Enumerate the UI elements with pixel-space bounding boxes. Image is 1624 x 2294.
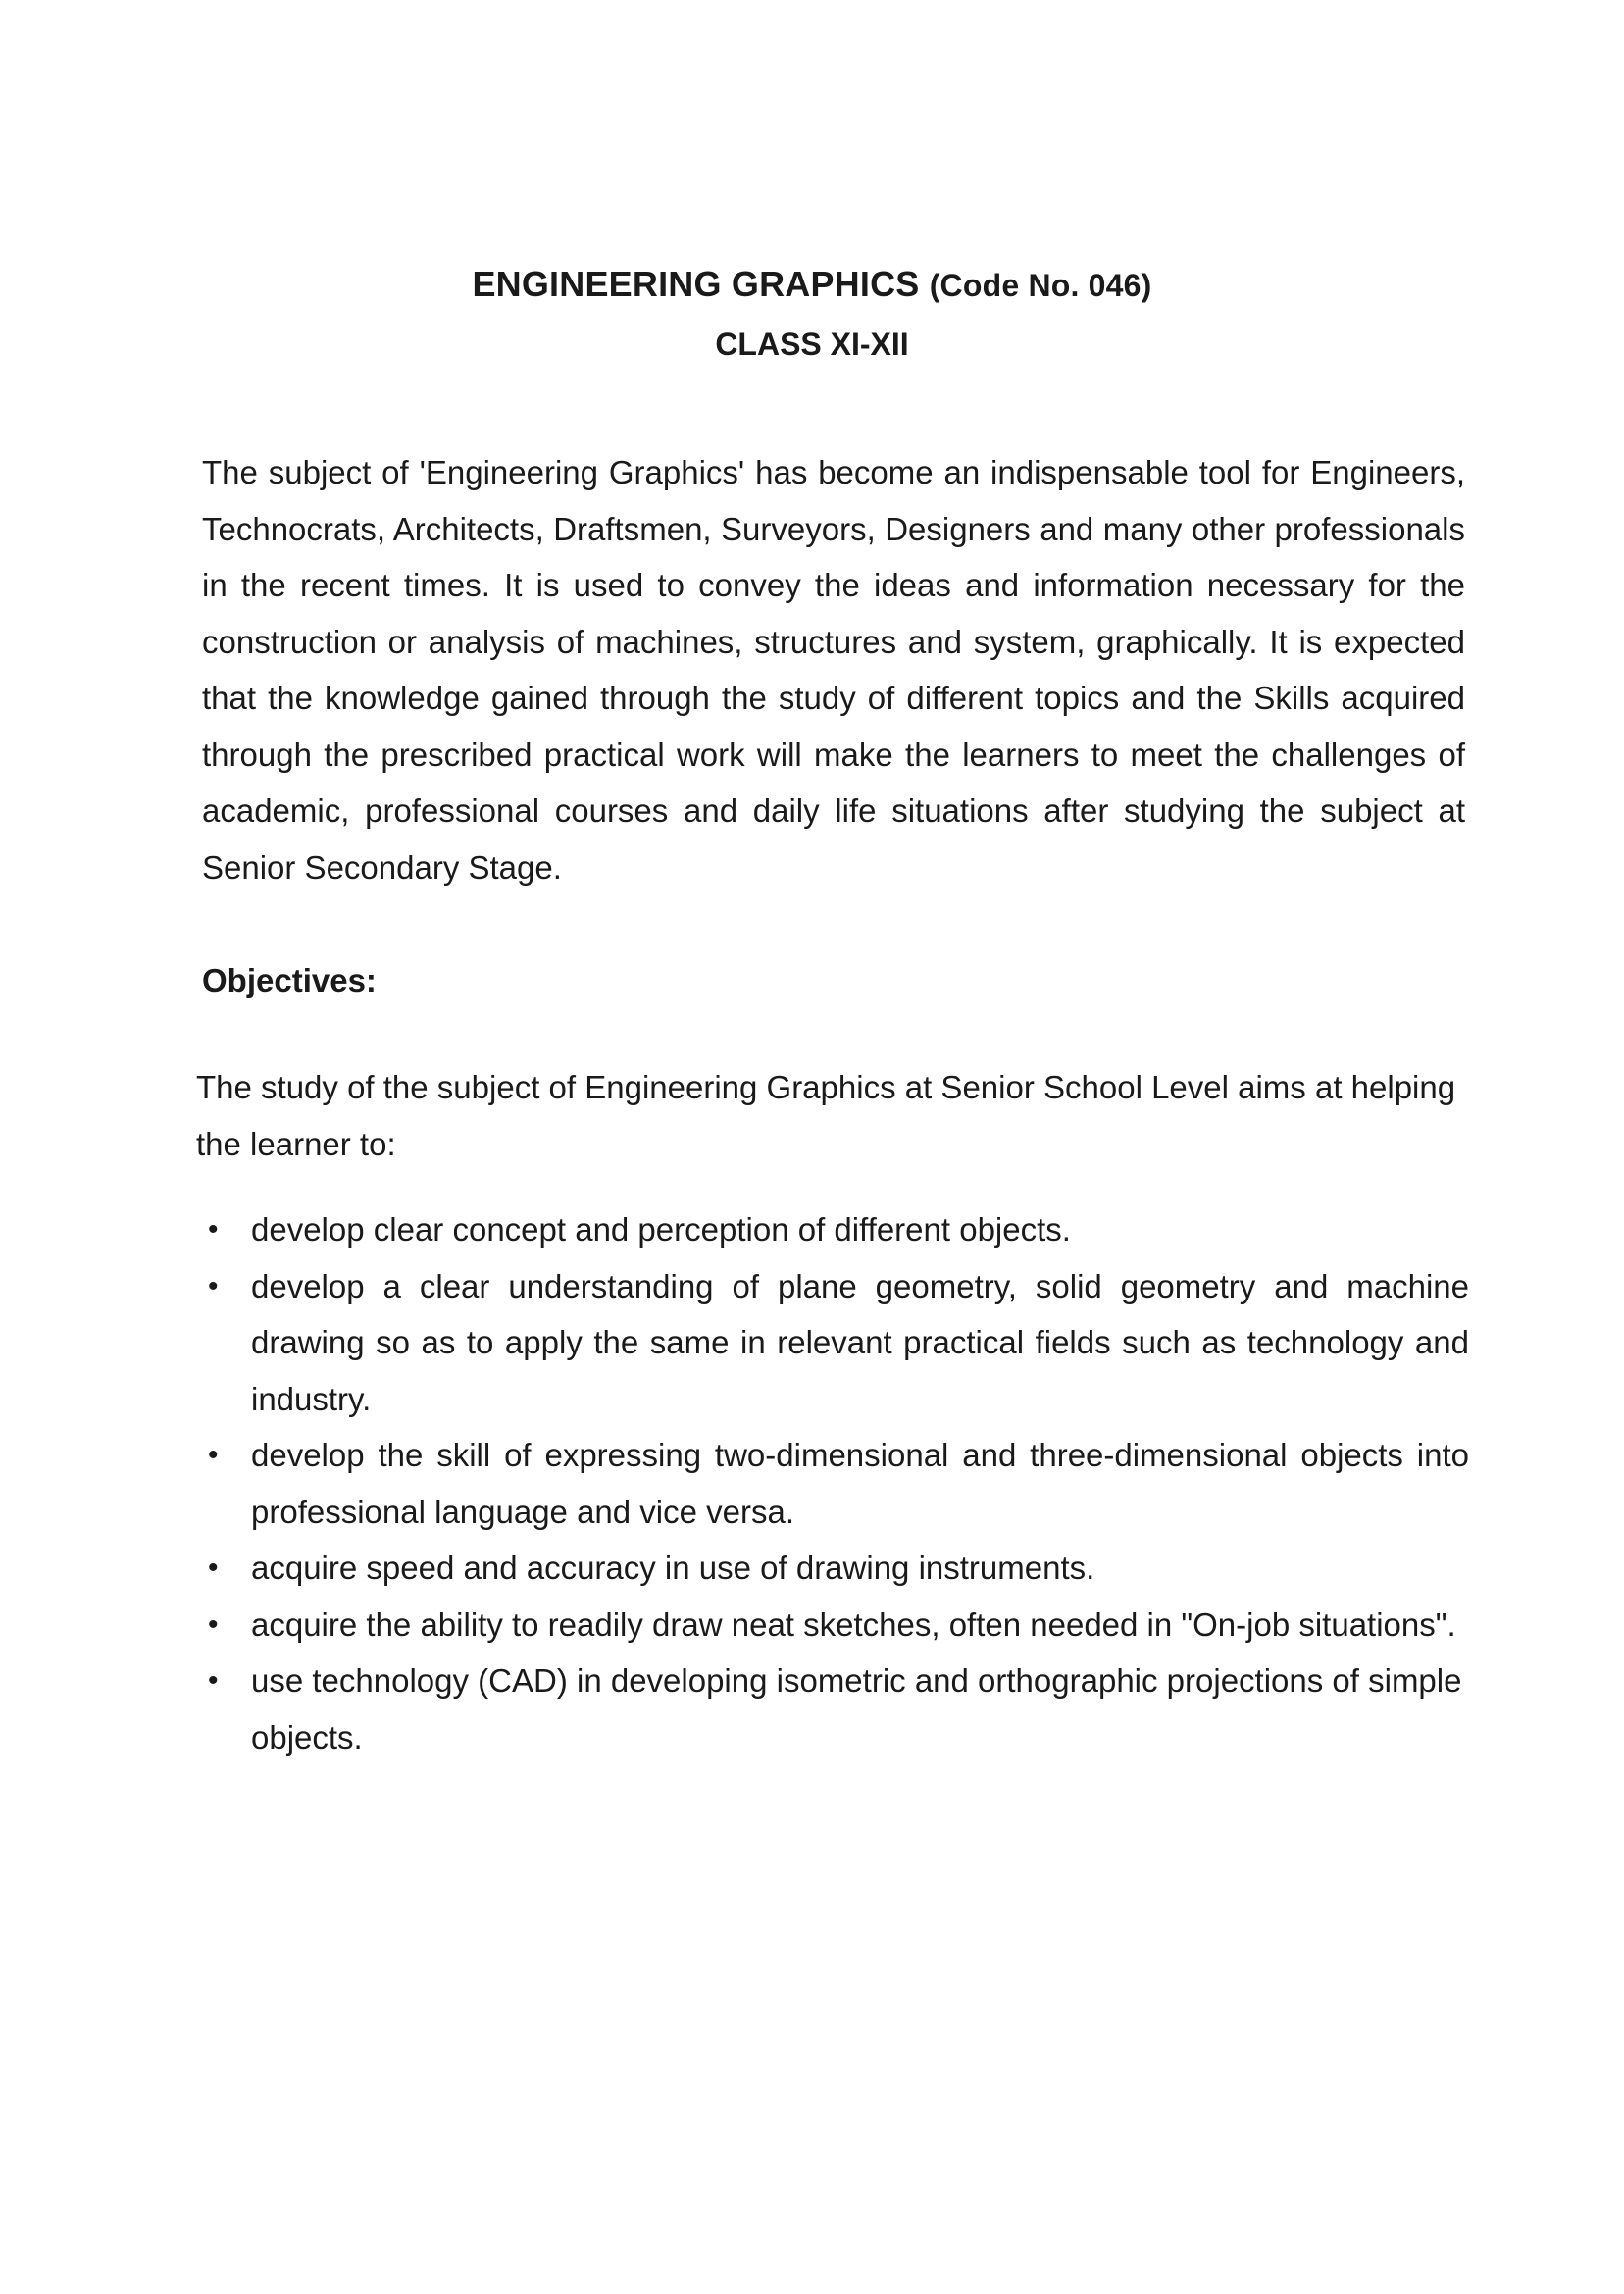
bullet-icon: •	[208, 1213, 219, 1246]
title-code: (Code No. 046)	[929, 268, 1152, 303]
title-main: ENGINEERING GRAPHICS	[472, 264, 920, 304]
objective-text: develop a clear understanding of plane geometry, solid geometry and machine drawing so as to apply the same in relevant practical fields such as technology and industry.	[251, 1267, 1469, 1417]
bullet-icon: •	[208, 1607, 219, 1641]
objectives-lead-line-2: the learner to:	[196, 1125, 396, 1162]
title-block	[0, 257, 1624, 370]
bullet-icon: •	[208, 1269, 219, 1302]
objectives-lead	[196, 1059, 1471, 1172]
objectives-heading: Objectives:	[202, 962, 377, 998]
objective-text: develop the skill of expressing two-dimensional and three-dimensional objects into professional language and vice versa.	[251, 1437, 1469, 1530]
list-item	[202, 1540, 1469, 1597]
objectives-lead-line-1: The study of the subject of Engineering Graphics at Senior School Level aims at helping	[196, 1069, 1456, 1105]
list-item	[202, 1201, 1469, 1258]
list-item	[202, 1597, 1469, 1654]
bullet-icon: •	[208, 1552, 219, 1584]
objective-text: acquire the ability to readily draw neat sketches, often needed in "On-job situations".	[251, 1606, 1456, 1643]
intro-paragraph: The subject of 'Engineering Graphics' has become an indispensable tool for Engineers, Technocrats, Architects, Draftsmen, Surveyors, Designers and many other professionals in the recent times. It is used to convey the ideas and information necessary for the construction or analysis of machines, structures and system, graphically. It is expected that the knowledge gained through the study of different topics and the Skills acquired through the prescribed practical work will make the learners to meet the challenges of academic, professional courses and daily life situations after studying the subject at Senior Secondary Stage.	[202, 454, 1465, 886]
bullet-icon: •	[208, 1664, 219, 1697]
objectives-list	[202, 1201, 1469, 1765]
objective-text: develop clear concept and perception of different objects.	[251, 1211, 1071, 1248]
list-item	[202, 1427, 1469, 1540]
objective-text: use technology (CAD) in developing isometric and orthographic projections of simple objects.	[251, 1662, 1462, 1756]
list-item	[202, 1258, 1469, 1428]
objective-text: acquire speed and accuracy in use of drawing instruments.	[251, 1550, 1095, 1586]
list-item	[202, 1653, 1469, 1765]
bullet-icon: •	[208, 1439, 219, 1471]
class-subtitle: CLASS XI-XII	[715, 327, 909, 362]
page-title	[0, 257, 1624, 313]
